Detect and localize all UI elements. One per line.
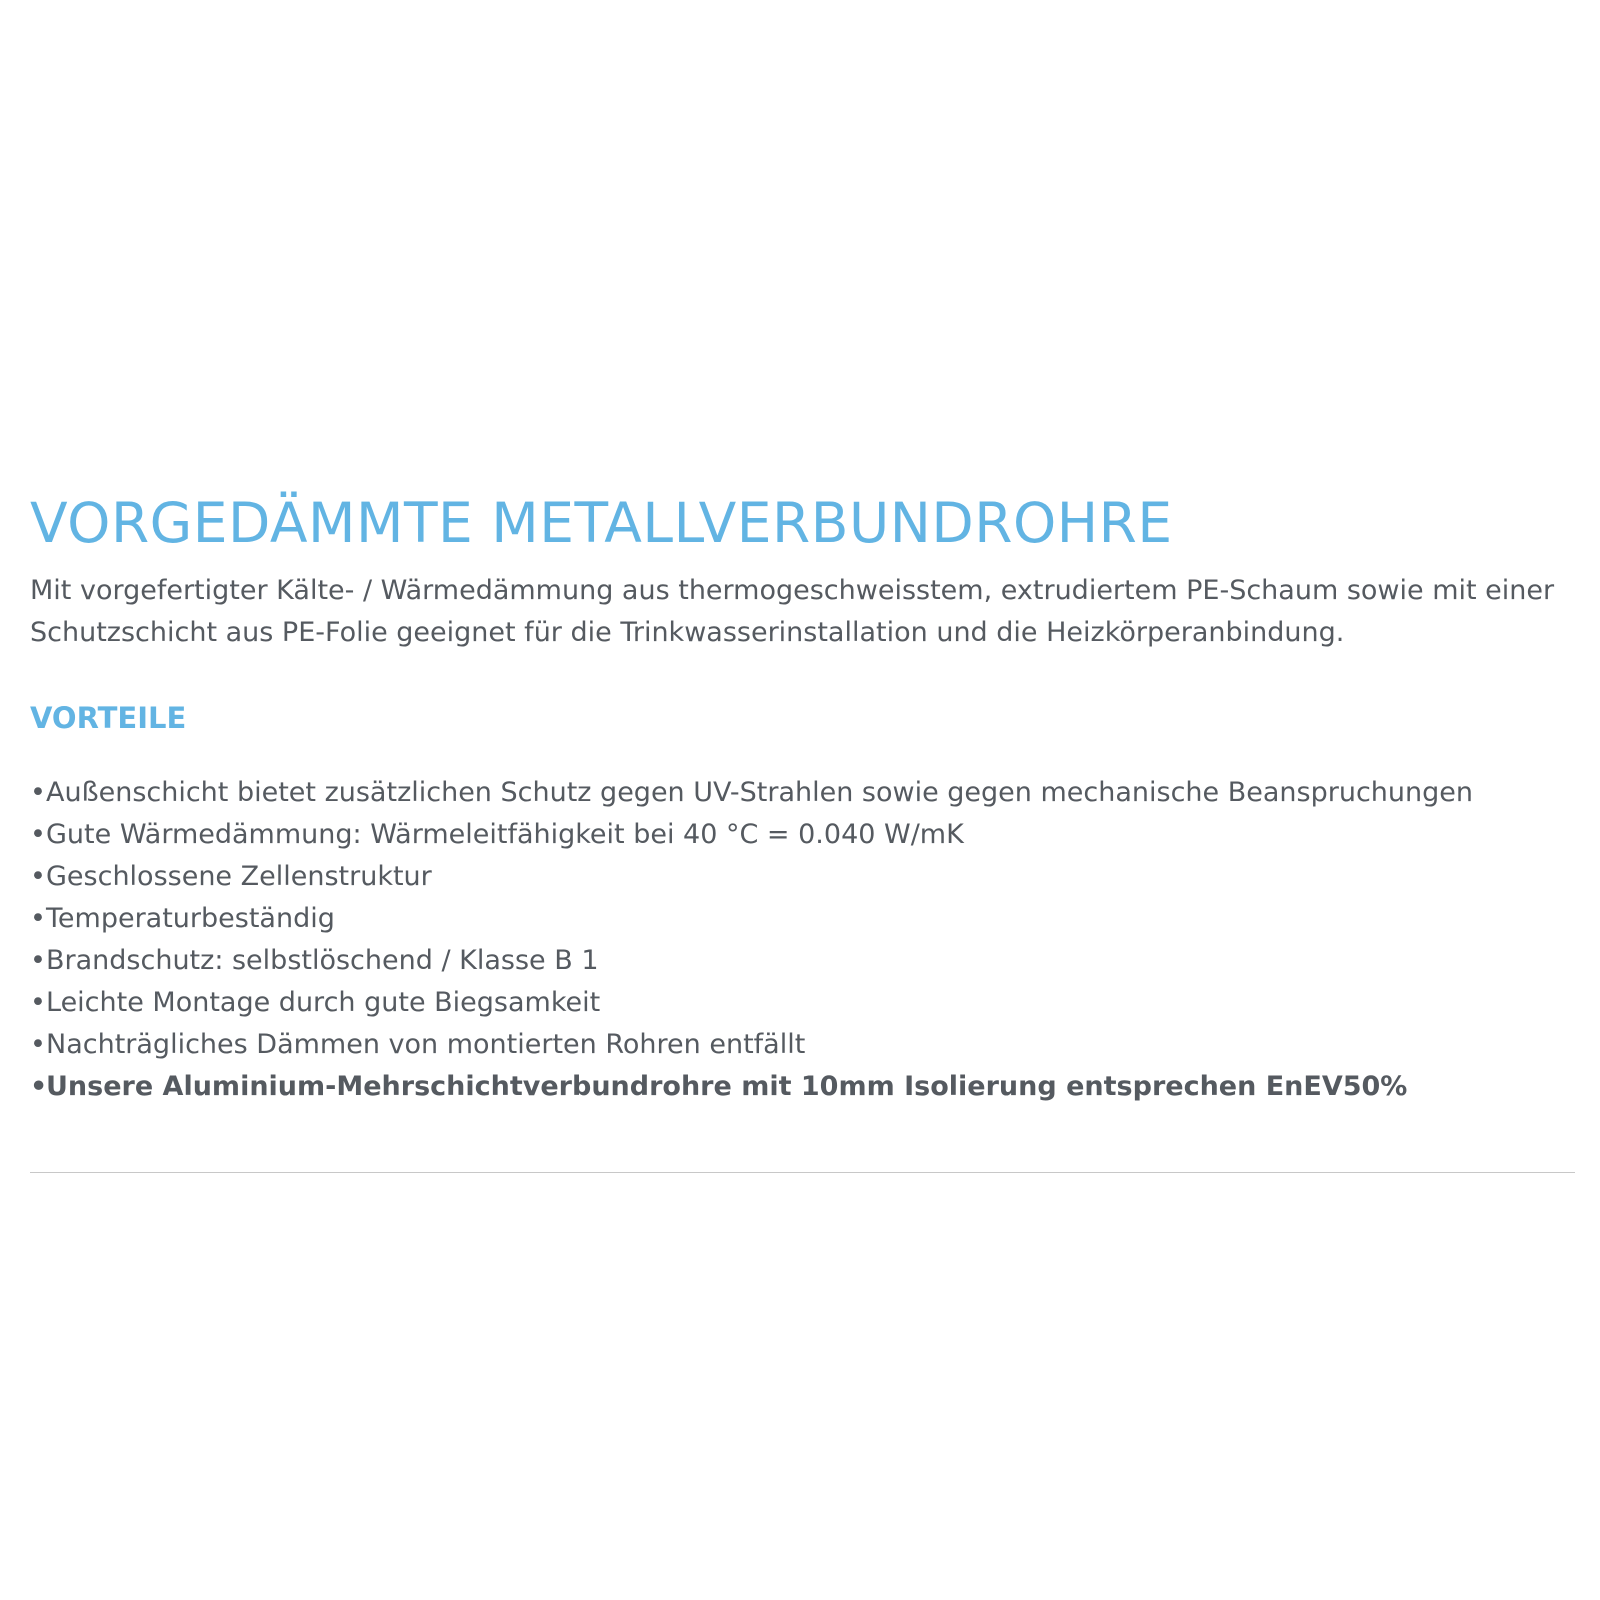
benefit-text: Temperaturbeständig <box>46 903 335 934</box>
bullet-icon: • <box>30 1071 48 1102</box>
benefit-item <box>30 982 1575 1024</box>
benefit-item <box>30 856 1575 898</box>
benefit-item <box>30 772 1575 814</box>
benefit-text: Brandschutz: selbstlöschend / Klasse B 1 <box>46 945 599 976</box>
benefit-text: Geschlossene Zellenstruktur <box>46 861 432 892</box>
benefit-text: Außenschicht bietet zusätzlichen Schutz gegen UV-Strahlen sowie gegen mechanische Beanspruchungen <box>46 777 1473 808</box>
benefit-item <box>30 814 1575 856</box>
benefit-item <box>30 898 1575 940</box>
bullet-icon: • <box>30 903 46 934</box>
page-title: VORGEDÄMMTE METALLVERBUNDROHRE <box>30 491 1173 555</box>
section-heading-vorteile: VORTEILE <box>30 701 187 735</box>
benefit-item-highlight <box>30 1066 1575 1108</box>
benefit-text: Gute Wärmedämmung: Wärmeleitfähigkeit bei 40 °C = 0.040 W/mK <box>46 819 964 850</box>
bullet-icon: • <box>30 819 46 850</box>
benefit-item <box>30 940 1575 982</box>
benefit-text: Nachträgliches Dämmen von montierten Rohren entfällt <box>46 1029 806 1060</box>
bullet-icon: • <box>30 1029 46 1060</box>
product-description <box>30 490 1575 1108</box>
benefit-item <box>30 1024 1575 1066</box>
bullet-icon: • <box>30 987 46 1018</box>
benefit-text: Leichte Montage durch gute Biegsamkeit <box>46 987 601 1018</box>
bullet-icon: • <box>30 777 46 808</box>
bullet-icon: • <box>30 861 46 892</box>
intro-text: Mit vorgefertigter Kälte- / Wärmedämmung aus thermogeschweisstem, extrudiertem PE-Schaum sowie mit einer Schutzschicht aus PE-Folie geeignet für die Trinkwasserinstallation und die Heizkörperanbindung. <box>30 575 1555 648</box>
bullet-icon: • <box>30 945 46 976</box>
benefit-text: Unsere Aluminium-Mehrschichtverbundrohre mit 10mm Isolierung entsprechen EnEV50% <box>46 1071 1408 1102</box>
benefits-list <box>30 772 1575 1108</box>
section-divider <box>30 1172 1575 1173</box>
